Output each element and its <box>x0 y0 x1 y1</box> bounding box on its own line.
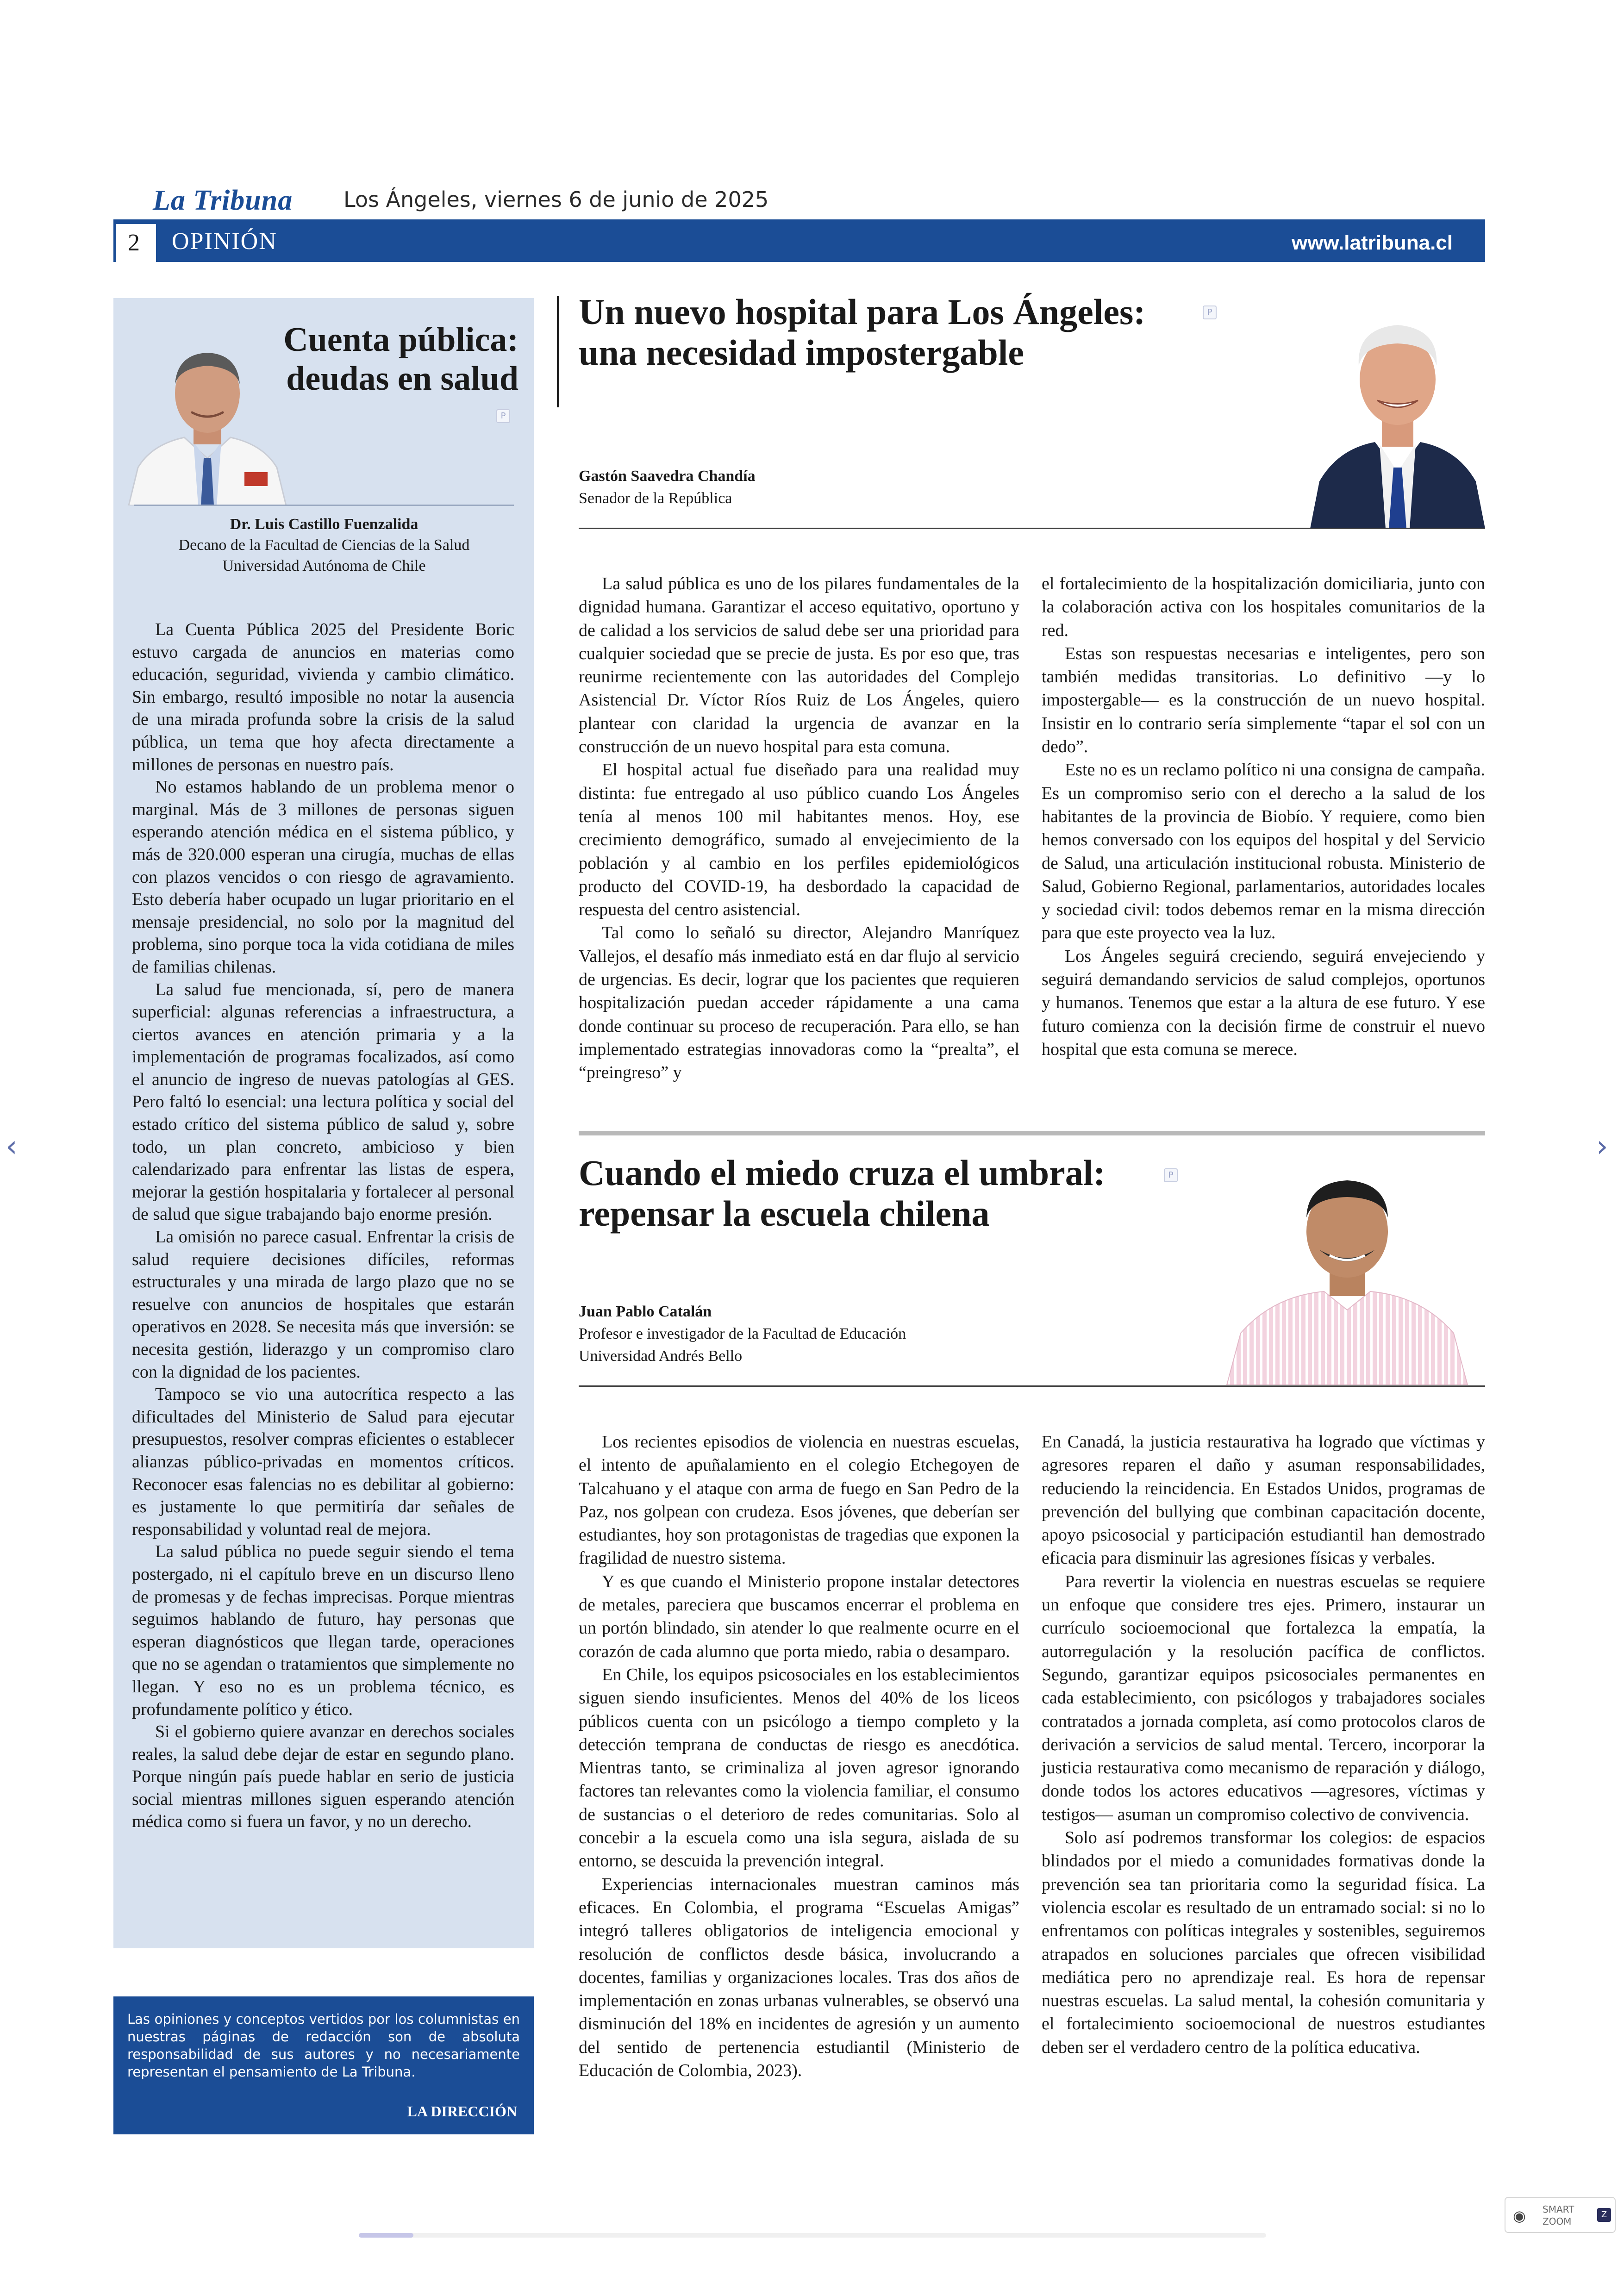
paragraph: Tampoco se vio una autocrítica respecto a las dificultades del Ministerio de Salud para ejecutar presupuestos, resolver compras eficientes o establecer alianzas público-privadas en momentos críticos. Reconocer esas falencias no es debilitar al gobierno: es justamente lo que permitiría dar señales de responsabilidad y voluntad real de mejora. <box>132 1384 514 1539</box>
paragraph: Experiencias internacionales muestran caminos más eficaces. En Colombia, el programa “Escuelas Amigas” integró talleres obligatorios de inteligencia emocional y resolución de conflictos desde básica, involucrando a docentes, familias y organizaciones locales. Tras dos años de implementación en zonas urbanas vulnerables, se observó una disminución del 18% en incidentes de agresión y un aumento del sentido de pertenencia estudiantil (Ministerio de Educación de Colombia, 2023). <box>579 1874 1019 2081</box>
article2-column1 <box>579 1430 1019 2082</box>
article1-headline-line1: Un nuevo hospital para Los Ángeles: <box>579 292 1146 332</box>
translate-icon[interactable]: P <box>1164 1168 1178 1182</box>
previous-page-chevron-icon[interactable]: ‹ <box>6 1129 18 1164</box>
page-progress-thumb[interactable] <box>359 2233 413 2238</box>
editorial-disclaimer <box>113 1996 534 2134</box>
disclaimer-signature: LA DIRECCIÓN <box>407 2103 517 2120</box>
paragraph: Para revertir la violencia en nuestras escuelas se requiere un enfoque que considere tres ejes. Primero, instaurar un currículo socioemocional que fortalezca la empatía, la autorregulación y la resolución pacífica de conflictos. Segundo, garantizar equipos psicosociales permanentes en cada establecimiento, con psicólogos y trabajadores sociales contratados a jornada completa, así como protocolos claros de derivación a servicios de salud mental. Tercero, incorporar la justicia restaurativa como mecanismo de reparación y diálogo, donde todos los actores educativos —agresores, víctimas y testigos— asuman un compromiso colectivo de convivencia. <box>1042 1572 1485 1824</box>
article1-headline-line2: una necesidad impostergable <box>579 332 1024 373</box>
left-author-block <box>120 514 528 576</box>
author-photo-catalan <box>1208 1157 1485 1385</box>
paragraph: Los Ángeles seguirá creciendo, seguirá envejeciendo y seguirá demandando servicios de salud complejos, oportunos y humanos. Tenemos que estar a la altura de ese futuro. Y ese futuro comienza con la decisión firme de construir el nuevo hospital que esta comuna se merece. <box>1042 946 1485 1059</box>
article1-author-role: Senador de la República <box>579 490 732 507</box>
paragraph: el fortalecimiento de la hospitalización domiciliaria, junto con la colaboración activa con los hospitales comunitarios de la red. <box>1042 574 1485 640</box>
paragraph: La salud pública es uno de los pilares fundamentales de la dignidad humana. Garantizar el acceso equitativo, oportuno y de calidad a los servicios de salud debe ser una prioridad para cualquier sociedad que se precie de justa. Es por eso que, tras reunirme recientemente con las autoridades del Complejo Asistencial Dr. Víctor Ríos Ruiz de Los Ángeles, quiero plantear con claridad la urgencia de avanzar en la construcción de un nuevo hospital para esta comuna. <box>579 574 1019 757</box>
smart-zoom-label-line1: SMART <box>1543 2204 1574 2215</box>
paragraph: La Cuenta Pública 2025 del Presidente Boric estuvo cargada de anuncios en materias como educación, seguridad, vivienda y cambio climático. Sin embargo, resultó imposible no notar la ausencia de una mirada profunda sobre la crisis de la salud pública, un tema que hoy afecta directamente a millones de personas en nuestro país. <box>132 620 514 774</box>
section-bar <box>113 219 1485 262</box>
left-article-body <box>132 618 514 1833</box>
page-progress-track[interactable] <box>359 2233 1266 2238</box>
paragraph: La salud pública no puede seguir siendo el tema postergado, ni el capítulo breve en un discurso lleno de promesas y de fechas imprecisas. Porque mientras seguimos hablando de futuro, hay personas que esperan diagnósticos que llegan tarde, operaciones que no se agendan o tratamientos que simplemente no llegan. Y eso no es un problema técnico, es profundamente político y ético. <box>132 1542 514 1719</box>
website-link[interactable]: www.latribuna.cl <box>1292 231 1453 254</box>
paragraph: El hospital actual fue diseñado para una realidad muy distinta: fue entregado al uso público cuando Los Ángeles tenía al menos 100 mil habitantes menos. Hoy, ese crecimiento demográfico, sumado al envejecimiento de la población y al cambio en los perfiles epidemiológicos producto del COVID-19, ha desbordado la capacidad de respuesta del centro asistencial. <box>579 760 1019 920</box>
section-top-line <box>113 219 1485 224</box>
paragraph: Tal como lo señaló su director, Alejandro Manríquez Vallejos, el desafío más inmediato está en dar flujo al servicio de urgencias. Es decir, lograr que los pacientes que requieren hospitalización puedan acceder rápidamente a una cama donde continuar su proceso de recuperación. Para ello, se han implementado estrategias innovadoras como la “prealta”, el “preingreso” y <box>579 923 1019 1083</box>
paragraph: Estas son respuestas necesarias e inteligentes, pero son también medidas transitorias. Lo definitivo —y lo impostergable— es la construcción de un nuevo hospital. Insistir en lo contrario sería simplemente “tapar el sol con un dedo”. <box>1042 643 1485 757</box>
translate-icon[interactable]: P <box>496 409 510 423</box>
translate-icon[interactable]: P <box>1203 306 1217 319</box>
article2-headline-line2: repensar la escuela chilena <box>579 1193 990 1234</box>
article1-column2 <box>1042 572 1485 1061</box>
next-page-chevron-icon[interactable]: › <box>1596 1129 1608 1164</box>
article2-byline <box>579 1301 906 1367</box>
page-number: 2 <box>113 224 151 262</box>
article2-author-name: Juan Pablo Catalán <box>579 1303 712 1320</box>
eye-icon: ◉ <box>1513 2207 1526 2225</box>
section-name: OPINIÓN <box>172 228 277 255</box>
author-photo-saavedra <box>1310 296 1485 529</box>
paragraph: Los recientes episodios de violencia en nuestras escuelas, el intento de apuñalamiento en el colegio Etchegoyen de Talcahuano y el ataque con arma de fuego en San Pedro de la Paz, nos golpean con crudeza. Esos jóvenes, que deberían ser estudiantes, hoy son protagonistas de tragedias que exponen la fragilidad de nuestro sistema. <box>579 1432 1019 1568</box>
section-band <box>156 224 1485 262</box>
article2-headline <box>579 1153 1204 1234</box>
smart-zoom-label-line2: ZOOM <box>1543 2216 1572 2227</box>
issue-date: Los Ángeles, viernes 6 de junio de 2025 <box>344 187 769 212</box>
articles-separator <box>579 1131 1485 1135</box>
smart-zoom-button[interactable] <box>1505 2197 1616 2233</box>
article1-column1 <box>579 572 1019 1085</box>
left-author-name: Dr. Luis Castillo Fuenzalida <box>230 516 418 533</box>
article1-divider <box>579 528 1485 529</box>
left-author-institution: Universidad Autónoma de Chile <box>222 557 426 574</box>
article1-headline <box>579 292 1250 373</box>
paragraph: En Canadá, la justicia restaurativa ha logrado que víctimas y agresores reparen el daño y asuman responsabilidades, reduciendo la reincidencia. En Estados Unidos, programas de prevención del bullying que combinan capacitación docente, apoyo psicosocial y participación estudiantil han demostrado eficacia para disminuir las agresiones físicas y verbales. <box>1042 1432 1485 1568</box>
headline-vertical-rule <box>557 296 559 407</box>
left-author-role: Decano de la Facultad de Ciencias de la Salud <box>178 536 470 554</box>
masthead-logo: La Tribuna <box>153 185 293 216</box>
paragraph: En Chile, los equipos psicosociales en los establecimientos siguen siendo insuficientes. Menos del 40% de los liceos públicos cuenta con un psicólogo a tiempo completo y la detección temprana de conductas de riesgo es anecdótica. Mientras tanto, se criminaliza al joven agresor ignorando factores tan relevantes como la violencia familiar, el consumo de sustancias o el deterioro de redes comunitarias. Solo al concebir a la escuela como una isla segura, aislada de su entorno, se descuida la prevención integral. <box>579 1665 1019 1871</box>
article2-author-institution: Universidad Andrés Bello <box>579 1347 743 1365</box>
paragraph: La salud fue mencionada, sí, pero de manera superficial: algunas referencias a infraestructura, a ciertos avances en atención primaria y a la implementación de programas focalizados, así como el anuncio de ingreso de nuevas patologías al GES. Pero faltó lo esencial: una lectura política y social del estado crítico del sistema público de salud y, sobre todo, un plan concreto, ambicioso y bien calendarizado para enfrentar las listas de espera, mejorar la gestión hospitalaria y fortalecer al personal de salud que sigue trabajando bajo enorme presión. <box>132 979 514 1224</box>
paragraph: Solo así podremos transformar los colegios: de espacios blindados por el miedo a comunidades formativas donde la prevención sea tan prioritaria como la seguridad física. La violencia escolar es resultado de un entramado social: si no lo enfrentamos con políticas integrales y sostenibles, seguiremos atrapados en soluciones parciales que ofrecen visibilidad mediática pero no aprendizaje real. Es hora de repensar nuestras escuelas. La salud mental, la cohesión comunitaria y el fortalecimiento socioemocional de nuestros estudiantes deben ser el verdadero centro de la política educativa. <box>1042 1828 1485 2057</box>
paragraph: Y es que cuando el Ministerio propone instalar detectores de metales, pareciera que buscamos encerrar el problema en un portón blindado, sin atender lo que realmente ocurre en el corazón de cada alumno que porta miedo, rabia o desamparo. <box>579 1572 1019 1661</box>
article2-author-role: Profesor e investigador de la Facultad de Educación <box>579 1325 906 1342</box>
paragraph: La omisión no parece casual. Enfrentar la crisis de salud requiere decisiones difíciles, reformas estructurales y una mirada de largo plazo que no se resuelve con anuncios de hospitales que estarán operativos en 2028. Se necesita más que inversión: se necesita gestión, liderazgo y un compromiso claro con la dignidad de los pacientes. <box>132 1227 514 1382</box>
article2-headline-line1: Cuando el miedo cruza el umbral: <box>579 1153 1106 1193</box>
article1-byline <box>579 465 756 510</box>
left-headline <box>250 320 518 398</box>
article2-column2 <box>1042 1430 1485 2059</box>
paragraph: Si el gobierno quiere avanzar en derechos sociales reales, la salud debe dejar de estar en segundo plano. Porque ningún país puede hablar en serio de justicia social mientras millones siguen esperando atención médica como si fuera un favor, y no un derecho. <box>132 1722 514 1832</box>
paragraph: Este no es un reclamo político ni una consigna de campaña. Es un compromiso serio con el derecho a la salud de los habitantes de la provincia de Biobío. Y requiere, como bien hemos conversado con los equipos del hospital y del Servicio de Salud, una articulación institucional robusta. Ministerio de Salud, Gobierno Regional, parlamentarios, autoridades locales y sociedad civil: todos debemos remar en la misma dirección para que este proyecto vea la luz. <box>1042 760 1485 943</box>
left-headline-line1: Cuenta pública: <box>283 321 518 359</box>
paragraph: No estamos hablando de un problema menor o marginal. Más de 3 millones de personas siguen esperando atención médica en el sistema público, y más de 320.000 esperan una cirugía, muchas de ellas con plazos vencidos o con riesgo de agravamiento. Esto debería haber ocupado un lugar prioritario en el mensaje presidencial, no solo por la magnitud del problema, sino porque toca la vida cotidiana de miles de familias chilenas. <box>132 777 514 977</box>
article1-author-name: Gastón Saavedra Chandía <box>579 468 756 485</box>
left-headline-line2: deudas en salud <box>286 360 518 398</box>
smart-zoom-label <box>1543 2203 1574 2227</box>
zoom-badge-icon: Z <box>1597 2208 1611 2222</box>
article2-divider <box>579 1385 1485 1387</box>
left-author-rule <box>134 505 514 506</box>
disclaimer-text: Las opiniones y conceptos vertidos por los columnistas en nuestras páginas de redacción son de absoluta responsabilidad de sus autores y no necesariamente representan el pensamiento de La Tribuna. <box>127 2011 520 2080</box>
